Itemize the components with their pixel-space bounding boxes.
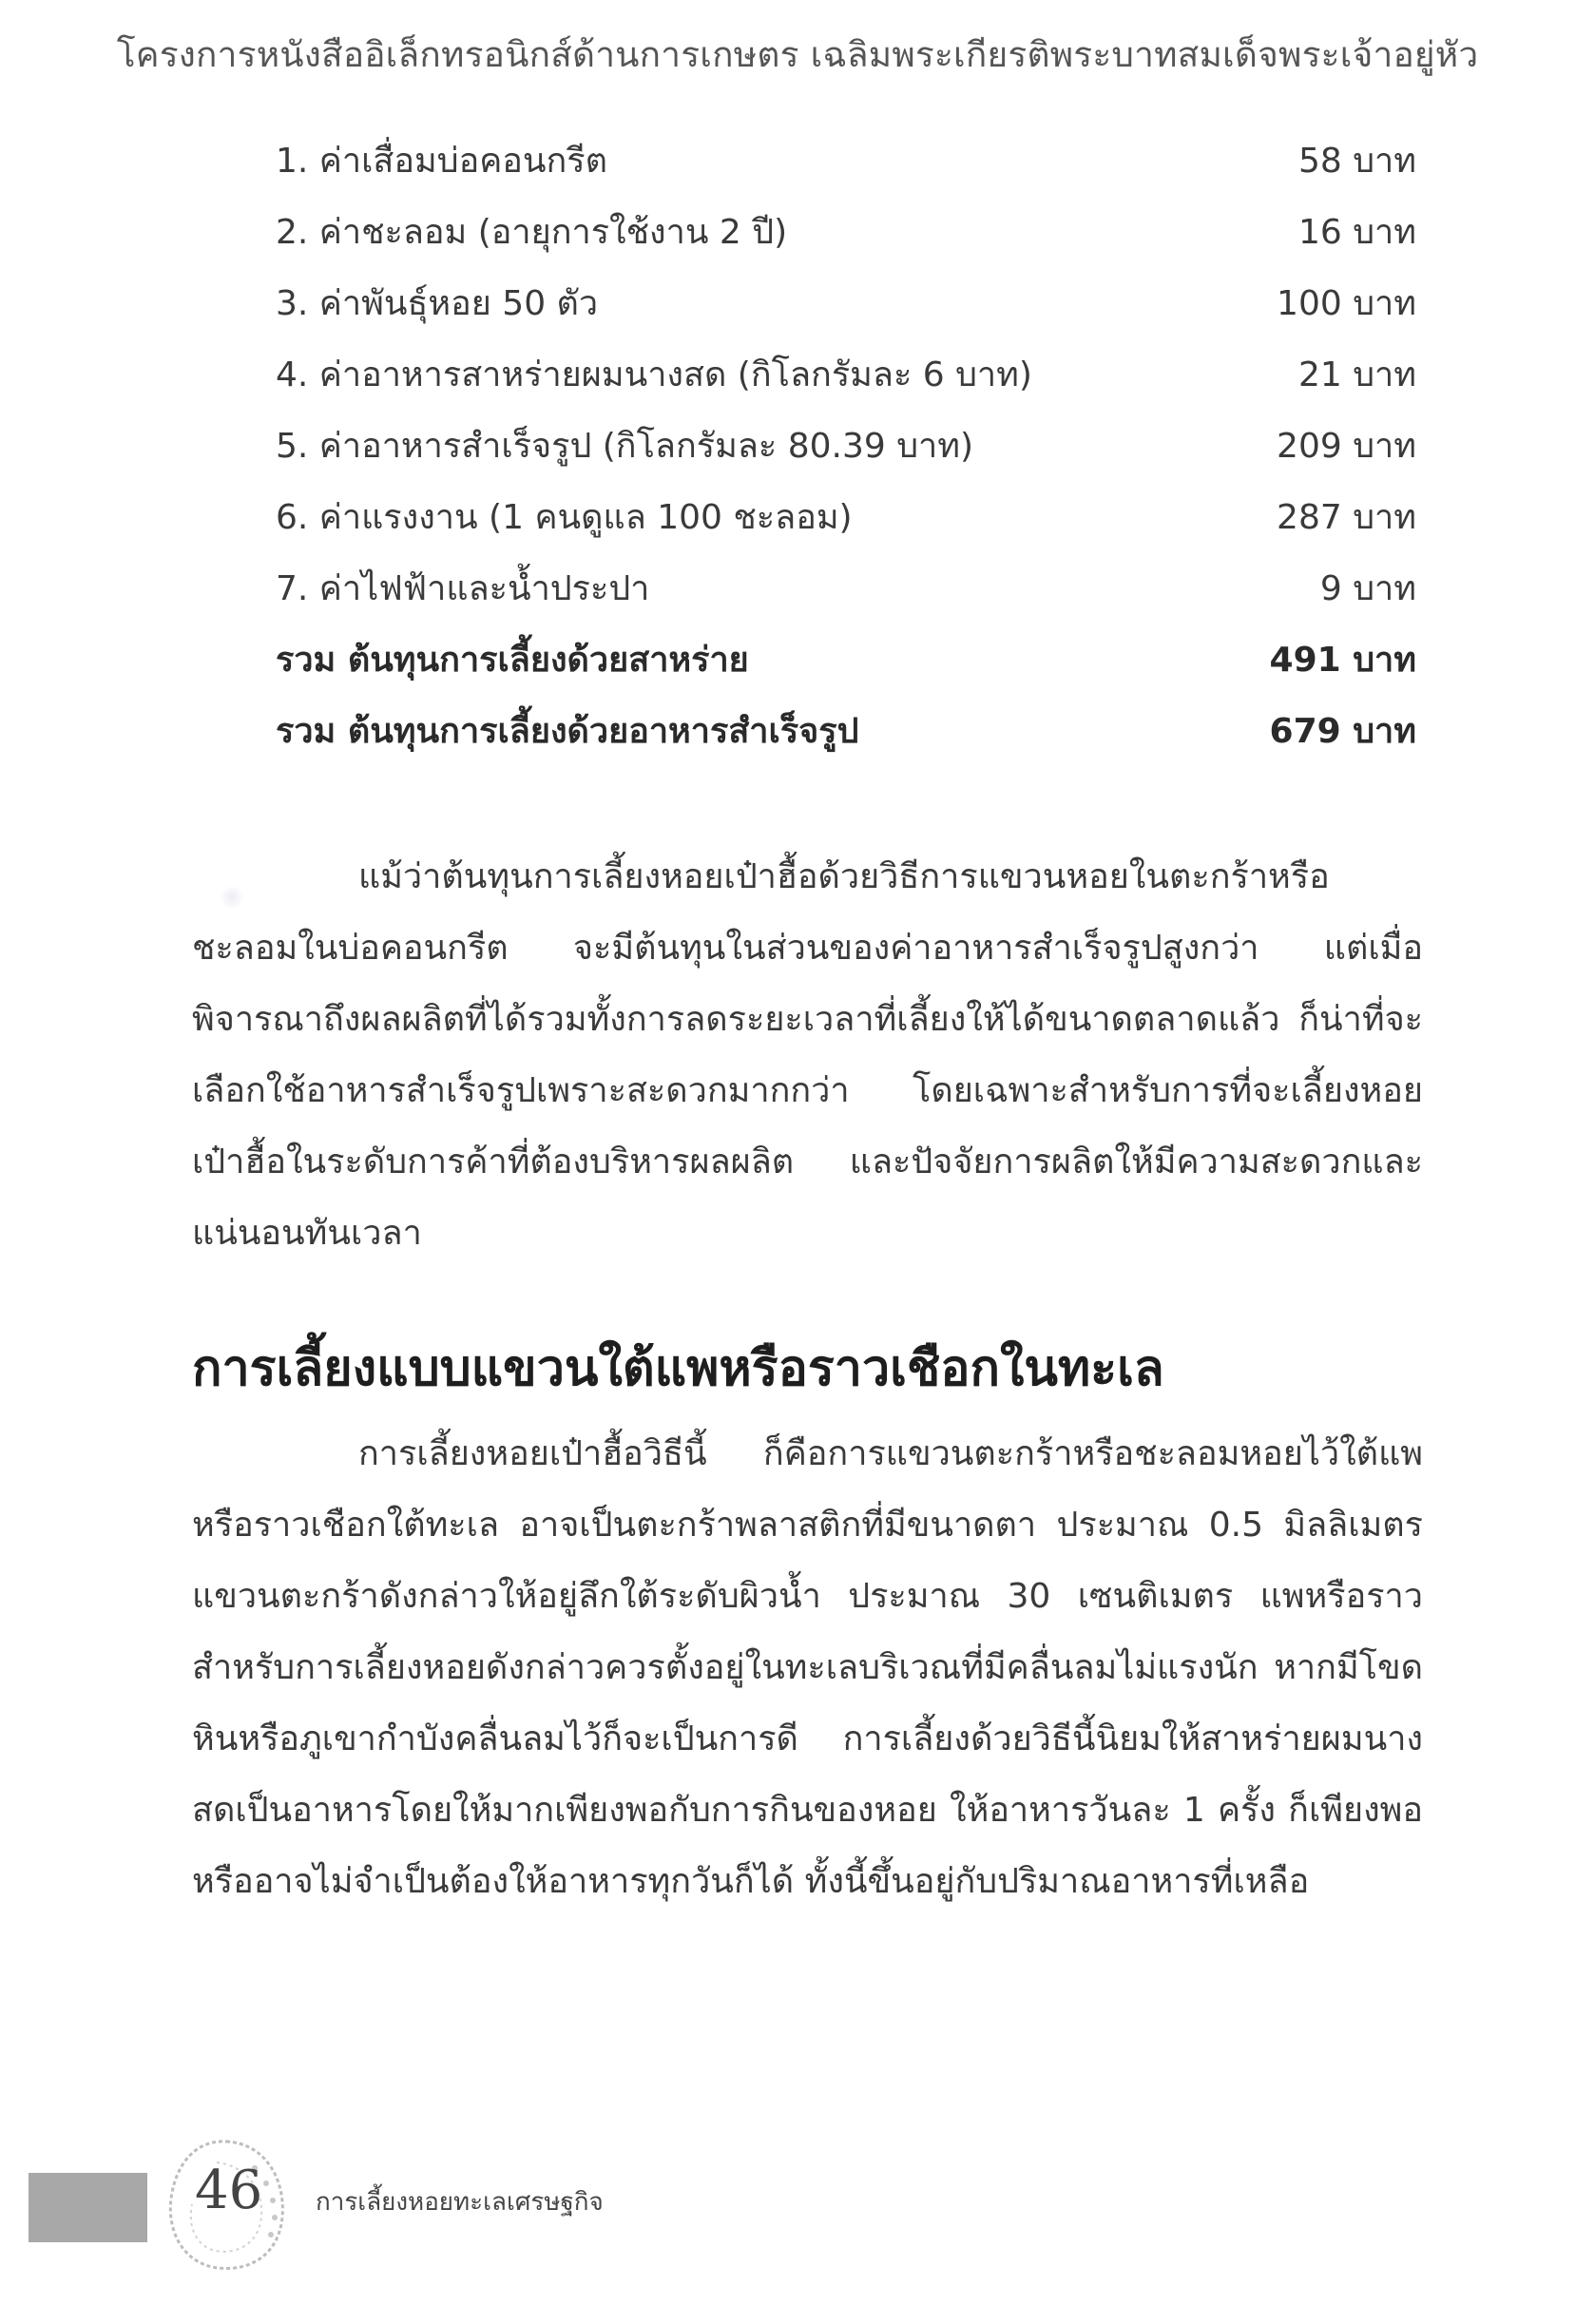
cost-item: 7. ค่าไฟฟ้าและน้ำประปา bbox=[276, 569, 650, 608]
section-paragraph: การเลี้ยงหอยเป๋าฮื้อวิธีนี้ ก็คือการแขวนตะกร้าหรือชะลอมหอยไว้ใต้แพหรือราวเชือกใต้ทะเล อาจเป็นตะกร้าพลาสติกที่มีขนาดตา ประมาณ 0.5 มิลลิเมตร แขวนตะกร้าดังกล่าวให้อยู่ลึกใต้ระดับผิวน้ำ ประมาณ 30 เซนติเมตร แพหรือราวสำหรับการเลี้ยงหอยดังกล่าวควรตั้งอยู่ในทะเลบริเวณที่มีคลื่นลมไม่แรงนัก หากมีโขดหินหรือภูเขากำบังคลื่นลมไว้ก็จะเป็นการดี การเลี้ยงด้วยวิธีนี้นิยมให้สาหร่ายผมนางสดเป็นอาหารโดยให้มากเพียงพอกับการกินของหอย ให้อาหารวันละ 1 ครั้ง ก็เพียงพอหรืออาจไม่จำเป็นต้องให้อาหารทุกวันก็ได้ ทั้งนี้ขึ้นอยู่กับปริมาณอาหารที่เหลือ bbox=[192, 1434, 1423, 1901]
section-heading: การเลี้ยงแบบแขวนใต้แพหรือราวเชือกในทะเล bbox=[192, 1340, 1164, 1397]
cost-row bbox=[276, 490, 1416, 561]
cost-item: 6. ค่าแรงงาน (1 คนดูแล 100 ชะลอม) bbox=[276, 498, 853, 537]
cost-total-amount: 491 บาท bbox=[1269, 641, 1416, 680]
body-paragraph: แม้ว่าต้นทุนการเลี้ยงหอยเป๋าฮื้อด้วยวิธีการแขวนหอยในตะกร้าหรือชะลอมในบ่อคอนกรีต จะมีต้นทุนในส่วนของค่าอาหารสำเร็จรูปสูงกว่า แต่เมื่อพิจารณาถึงผลผลิตที่ได้รวมทั้งการลดระยะเวลาที่เลี้ยงให้ได้ขนาดตลาดแล้ว ก็น่าที่จะเลือกใช้อาหารสำเร็จรูปเพราะสะดวกมากกว่า โดยเฉพาะสำหรับการที่จะเลี้ยงหอยเป๋าฮื้อในระดับการค้าที่ต้องบริหารผลผลิต และปัจจัยการผลิตให้มีความสะดวกและแน่นอนทันเวลา bbox=[192, 857, 1423, 1253]
cost-amount: 100 บาท bbox=[1277, 284, 1416, 323]
footer-book-title: การเลี้ยงหอยทะเลเศรษฐกิจ bbox=[316, 2188, 604, 2217]
running-header: โครงการหนังสืออิเล็กทรอนิกส์ด้านการเกษตร เฉลิมพระเกียรติพระบาทสมเด็จพระเจ้าอยู่หัว bbox=[116, 34, 1479, 75]
cost-row bbox=[276, 347, 1416, 418]
cost-row bbox=[276, 418, 1416, 490]
cost-total-label: รวม ต้นทุนการเลี้ยงด้วยอาหารสำเร็จรูป bbox=[276, 712, 859, 751]
cost-amount: 9 บาท bbox=[1319, 569, 1416, 608]
footer-bar bbox=[29, 2173, 147, 2242]
cost-row bbox=[276, 133, 1416, 204]
page-number: 46 bbox=[195, 2160, 263, 2221]
cost-row bbox=[276, 561, 1416, 632]
cost-row bbox=[276, 204, 1416, 276]
cost-total-row bbox=[276, 703, 1416, 775]
cost-amount: 287 บาท bbox=[1277, 498, 1416, 537]
cost-total-amount: 679 บาท bbox=[1269, 712, 1416, 751]
cost-amount: 16 บาท bbox=[1297, 213, 1416, 252]
cost-item: 2. ค่าชะลอม (อายุการใช้งาน 2 ปี) bbox=[276, 213, 788, 252]
cost-amount: 209 บาท bbox=[1277, 427, 1416, 466]
cost-amount: 58 บาท bbox=[1297, 142, 1416, 181]
cost-item: 1. ค่าเสื่อมบ่อคอนกรีต bbox=[276, 142, 608, 181]
cost-total-label: รวม ต้นทุนการเลี้ยงด้วยสาหร่าย bbox=[276, 641, 749, 680]
cost-item: 5. ค่าอาหารสำเร็จรูป (กิโลกรัมละ 80.39 บาท) bbox=[276, 427, 974, 466]
cost-amount: 21 บาท bbox=[1297, 355, 1416, 394]
cost-item: 3. ค่าพันธุ์หอย 50 ตัว bbox=[276, 284, 599, 323]
cost-row bbox=[276, 276, 1416, 347]
cost-total-row bbox=[276, 632, 1416, 703]
cost-item: 4. ค่าอาหารสาหร่ายผมนางสด (กิโลกรัมละ 6 บาท) bbox=[276, 355, 1032, 394]
cost-table bbox=[276, 133, 1416, 775]
